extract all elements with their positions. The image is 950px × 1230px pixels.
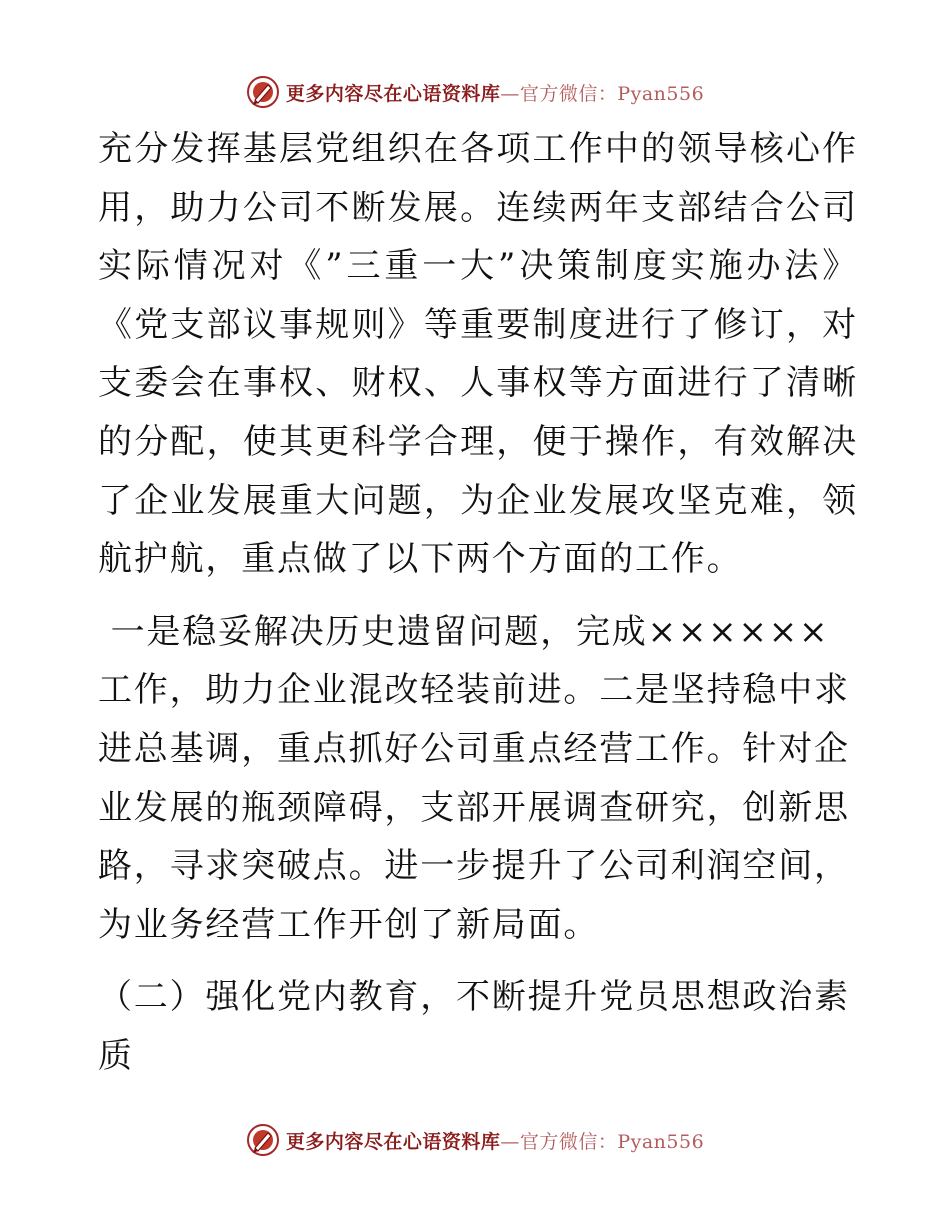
- watermark-contact: —官方微信：Pyan556: [500, 1130, 705, 1153]
- pen-logo-icon: [246, 1123, 280, 1157]
- section-heading: （二）强化党内教育，不断提升党员思想政治素质: [98, 977, 850, 1076]
- header-watermark-banner: [0, 72, 950, 112]
- body-paragraph-1: 充分发挥基层党组织在各项工作中的领导核心作用，助力公司不断发展。连续两年支部结合公司实际情况对《”三重一大”决策制度实施办法》《党支部议事规则》等重要制度进行了修订，对支委会在事权、财权、人事权等方面进行了清晰的分配，使其更科学合理，便于操作，有效解决了企业发展重大问题，为企业发展攻坚克难，领航护航，重点做了以下两个方面的工作。: [98, 129, 858, 580]
- watermark-contact: —官方微信：Pyan556: [500, 82, 705, 105]
- footer-watermark-banner: [0, 1120, 950, 1160]
- watermark-text: 更多内容尽在心语资料库: [285, 1130, 501, 1153]
- body-paragraph-2: 一是稳妥解决历史遗留问题，完成××××××工作，助力企业混改轻装前进。二是坚持稳中求进总基调，重点抓好公司重点经营工作。针对企业发展的瓶颈障碍，支部开展调查研究，创新思路，寻求突破点。进一步提升了公司利润空间，为业务经营工作开创了新局面。: [98, 611, 850, 945]
- watermark-text: 更多内容尽在心语资料库: [285, 82, 501, 105]
- document-body: [98, 120, 858, 1086]
- pen-logo-icon: [246, 75, 280, 109]
